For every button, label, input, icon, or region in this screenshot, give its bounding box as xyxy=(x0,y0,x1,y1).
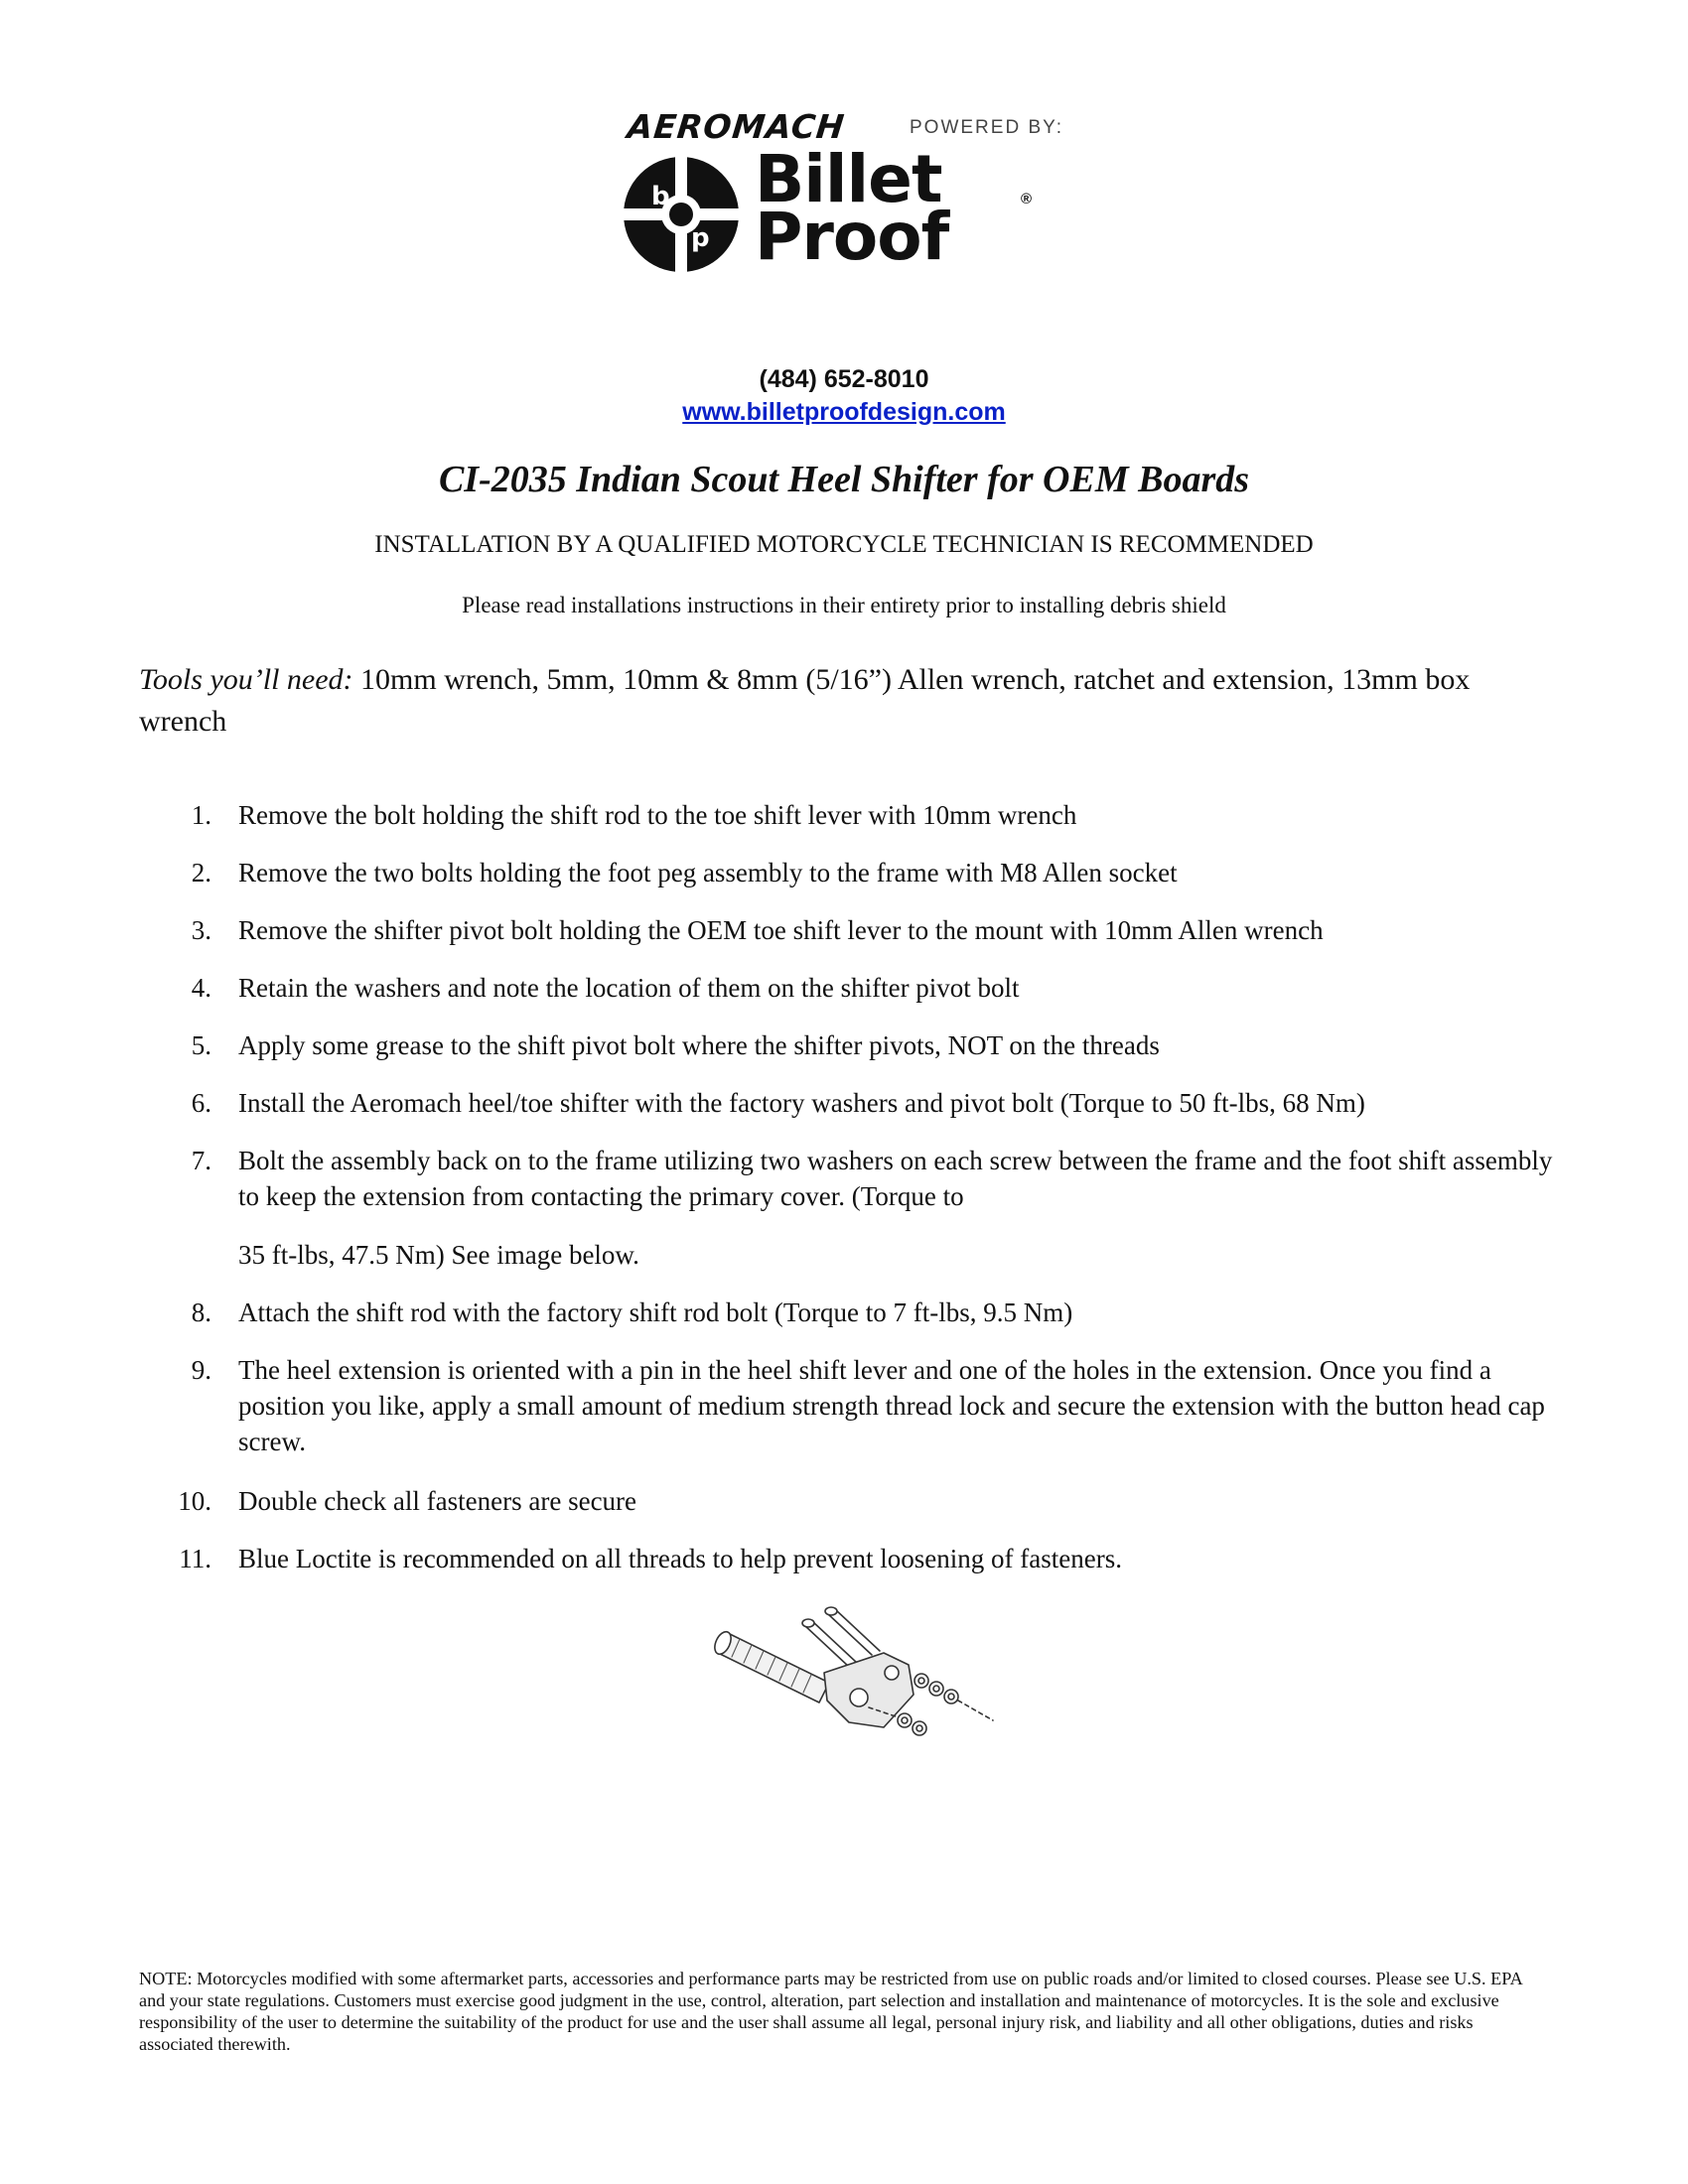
step-text: Install the Aeromach heel/toe shifter with the factory washers and pivot bolt (Torque to 50 ft-lbs, 68 Nm) xyxy=(238,1088,1365,1118)
step-text: Double check all fasteners are secure xyxy=(238,1486,637,1516)
step-text: Remove the two bolts holding the foot peg assembly to the frame with M8 Allen socket xyxy=(238,858,1178,887)
phone-number: (484) 652-8010 xyxy=(759,365,929,393)
tools-label: Tools you’ll need: xyxy=(139,663,353,696)
aeromach-wordmark: AEROMACH xyxy=(625,107,847,146)
step-continuation-text: 35 ft-lbs, 47.5 Nm) See image below. xyxy=(238,1240,639,1270)
step-text: Retain the washers and note the location of them on the shifter pivot bolt xyxy=(238,973,1020,1003)
proof-wordmark: Proof xyxy=(755,199,949,275)
step-text: Remove the shifter pivot bolt holding the OEM toe shift lever to the mount with 10mm Allen wrench xyxy=(238,915,1324,945)
registered-mark: ® xyxy=(1021,191,1033,207)
step-text: Blue Loctite is recommended on all threads to help prevent loosening of fasteners. xyxy=(238,1544,1122,1573)
step-text: Remove the bolt holding the shift rod to the toe shift lever with 10mm wrench xyxy=(238,800,1077,830)
billet-proof-emblem-icon xyxy=(622,155,741,274)
step-number: 4. xyxy=(191,973,211,1003)
step-number: 7. xyxy=(191,1146,211,1175)
read-instructions-note: Please read installations instructions in their entirety prior to installing debris shield xyxy=(462,593,1226,617)
step-text: The heel extension is oriented with a pin in the heel shift lever and one of the holes in the extension. Once you find a position you like, apply a small amount of medium strength thread lock and secure the extension with the button head cap screw. xyxy=(238,1355,1545,1456)
legal-footnote: NOTE: Motorcycles modified with some aftermarket parts, accessories and performance parts may be restricted from use on public roads and/or limited to closed courses. Please see U.S. EPA and your state regulations. Customers must exercise good judgment in the use, control, alteration, part selection and installation and maintenance of motorcycles. It is the sole and exclusive responsibility of the user to determine the suitability of the product for use and the user shall assume all legal, personal injury risk, and liability and all other obligations, duties and risks associated therewith. xyxy=(139,1969,1522,2054)
svg-text:p: p xyxy=(691,223,710,253)
website-link[interactable]: www.billetproofdesign.com xyxy=(682,398,1006,426)
step-number: 6. xyxy=(191,1088,211,1118)
powered-by-label: POWERED BY: xyxy=(910,117,1064,138)
step-number: 8. xyxy=(191,1297,211,1327)
step-number: 10. xyxy=(178,1486,211,1516)
billet-proof-logo xyxy=(622,141,1058,275)
step-number: 9. xyxy=(191,1355,211,1385)
step-text: Apply some grease to the shift pivot bolt where the shifter pivots, NOT on the threads xyxy=(238,1030,1160,1060)
step-number: 1. xyxy=(191,800,211,830)
shifter-assembly-diagram xyxy=(710,1603,1008,1762)
step-number: 2. xyxy=(191,858,211,887)
billet-wordmark: Billet xyxy=(755,141,942,217)
technician-notice: INSTALLATION BY A QUALIFIED MOTORCYCLE TECHNICIAN IS RECOMMENDED xyxy=(374,531,1314,558)
step-number: 3. xyxy=(191,915,211,945)
tools-list: 10mm wrench, 5mm, 10mm & 8mm (5/16”) Allen wrench, ratchet and extension, 13mm box wrench xyxy=(139,663,1471,738)
svg-text:b: b xyxy=(651,182,670,211)
page-title: CI-2035 Indian Scout Heel Shifter for OEM Boards xyxy=(438,459,1250,500)
step-text: Attach the shift rod with the factory shift rod bolt (Torque to 7 ft-lbs, 9.5 Nm) xyxy=(238,1297,1073,1327)
tools-needed xyxy=(139,659,1529,743)
step-number: 11. xyxy=(179,1544,211,1573)
step-number: 5. xyxy=(191,1030,211,1060)
step-text: Bolt the assembly back on to the frame utilizing two washers on each screw between the frame and the foot shift assembly to keep the extension from contacting the primary cover. (Torque to xyxy=(238,1146,1553,1211)
website-line xyxy=(0,398,1688,427)
